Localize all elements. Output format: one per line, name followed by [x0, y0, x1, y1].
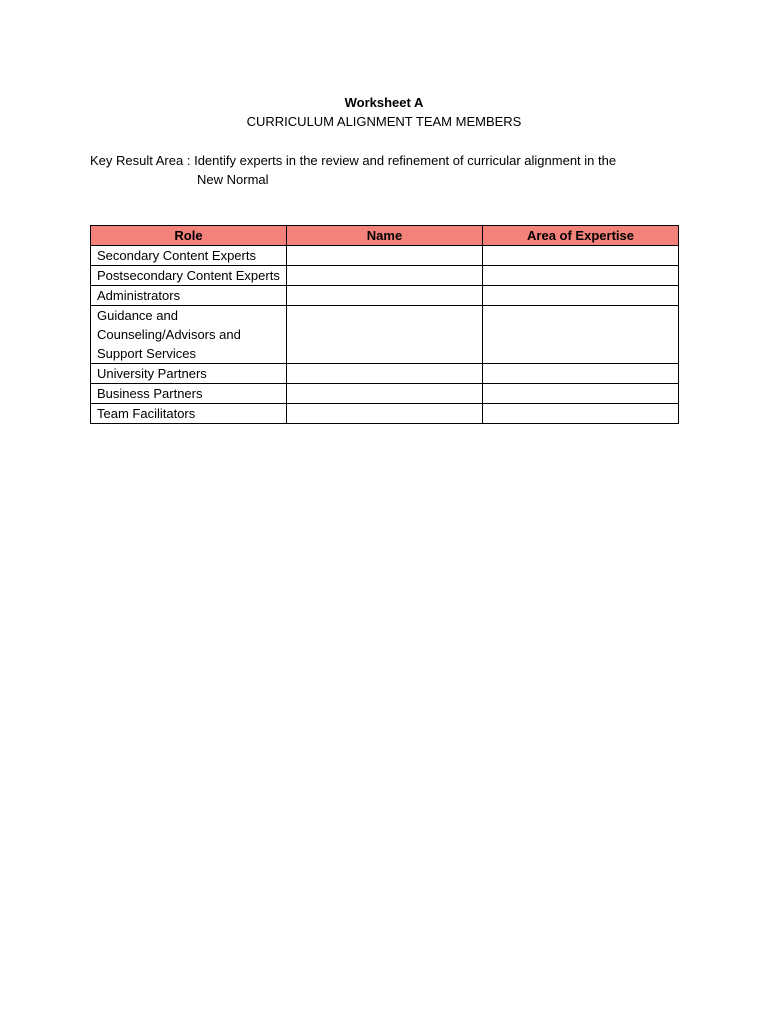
key-result-area-line1: [90, 151, 690, 170]
role-cell: Guidance and Counseling/Advisors and Support Services: [91, 306, 287, 364]
key-result-area-label: Key Result Area :: [90, 153, 191, 168]
name-cell[interactable]: [287, 266, 483, 286]
role-cell: Secondary Content Experts: [91, 246, 287, 266]
expertise-cell[interactable]: [483, 306, 679, 364]
name-cell[interactable]: [287, 286, 483, 306]
role-cell: Team Facilitators: [91, 404, 287, 424]
worksheet-title: Worksheet A: [344, 95, 424, 110]
expertise-cell[interactable]: [483, 404, 679, 424]
expertise-cell[interactable]: [483, 266, 679, 286]
role-cell: Postsecondary Content Experts: [91, 266, 287, 286]
role-cell: University Partners: [91, 364, 287, 384]
table-row: [91, 404, 679, 424]
table-row: [91, 246, 679, 266]
name-cell[interactable]: [287, 404, 483, 424]
column-header-name: Name: [287, 226, 483, 246]
role-cell: Business Partners: [91, 384, 287, 404]
name-cell[interactable]: [287, 384, 483, 404]
expertise-cell[interactable]: [483, 246, 679, 266]
key-result-area-line2: New Normal: [197, 172, 269, 187]
expertise-cell[interactable]: [483, 384, 679, 404]
table-row: [91, 384, 679, 404]
table-row: [91, 306, 679, 364]
table-row: [91, 266, 679, 286]
table-row: [91, 364, 679, 384]
team-members-table: [90, 225, 679, 424]
name-cell[interactable]: [287, 246, 483, 266]
column-header-expertise: Area of Expertise: [483, 226, 679, 246]
name-cell[interactable]: [287, 306, 483, 364]
table-row: [91, 286, 679, 306]
expertise-cell[interactable]: [483, 364, 679, 384]
table-header-row: [91, 226, 679, 246]
role-cell: Administrators: [91, 286, 287, 306]
expertise-cell[interactable]: [483, 286, 679, 306]
key-result-area: [90, 151, 690, 189]
name-cell[interactable]: [287, 364, 483, 384]
column-header-role: Role: [91, 226, 287, 246]
key-result-area-text: Identify experts in the review and refinement of curricular alignment in the: [194, 153, 617, 168]
worksheet-subtitle: CURRICULUM ALIGNMENT TEAM MEMBERS: [246, 114, 522, 129]
